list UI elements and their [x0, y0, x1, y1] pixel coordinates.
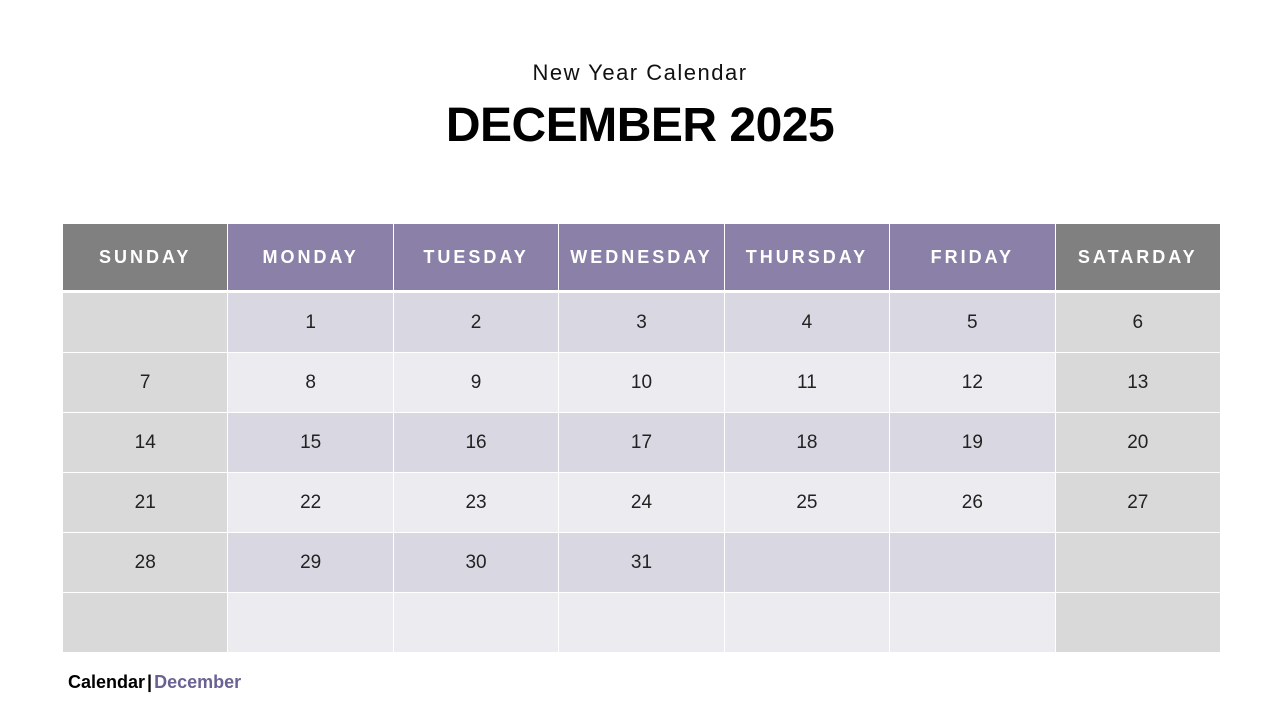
date-cell: 4 [724, 292, 889, 353]
day-header-friday: FRIDAY [890, 224, 1055, 292]
date-cell: 12 [890, 353, 1055, 413]
footer-month: December [154, 672, 242, 692]
date-cell [890, 593, 1055, 653]
date-cell: 3 [559, 292, 724, 353]
date-cell: 2 [393, 292, 558, 353]
date-cell: 24 [559, 473, 724, 533]
subtitle: New Year Calendar [532, 60, 748, 85]
date-cell: 14 [63, 413, 228, 473]
date-cell [63, 292, 228, 353]
week-row [63, 533, 1221, 593]
date-cell: 8 [228, 353, 393, 413]
date-cell: 17 [559, 413, 724, 473]
day-header-wednesday: WEDNESDAY [559, 224, 724, 292]
day-header-sunday: SUNDAY [63, 224, 228, 292]
week-row [63, 473, 1221, 533]
day-header-monday: MONDAY [228, 224, 393, 292]
day-header-thursday: THURSDAY [724, 224, 889, 292]
date-cell: 26 [890, 473, 1055, 533]
day-header-tuesday: TUESDAY [393, 224, 558, 292]
date-cell [890, 533, 1055, 593]
date-cell: 30 [393, 533, 558, 593]
date-cell [559, 593, 724, 653]
date-cell: 16 [393, 413, 558, 473]
week-row [63, 292, 1221, 353]
date-cell [228, 593, 393, 653]
date-cell: 21 [63, 473, 228, 533]
date-cell: 22 [228, 473, 393, 533]
date-cell [724, 593, 889, 653]
date-cell: 18 [724, 413, 889, 473]
date-cell: 1 [228, 292, 393, 353]
date-cell: 23 [393, 473, 558, 533]
date-cell: 13 [1055, 353, 1220, 413]
date-cell: 10 [559, 353, 724, 413]
date-cell [724, 533, 889, 593]
calendar-grid [62, 223, 1221, 653]
date-cell: 31 [559, 533, 724, 593]
weekday-header-row [63, 224, 1221, 292]
day-header-saturday: SATARDAY [1055, 224, 1220, 292]
date-cell: 28 [63, 533, 228, 593]
footer-caption [68, 672, 241, 693]
week-row [63, 593, 1221, 653]
date-cell [1055, 533, 1220, 593]
date-cell: 11 [724, 353, 889, 413]
date-cell: 9 [393, 353, 558, 413]
date-cell: 19 [890, 413, 1055, 473]
date-cell: 15 [228, 413, 393, 473]
week-row [63, 413, 1221, 473]
date-cell: 27 [1055, 473, 1220, 533]
date-cell: 25 [724, 473, 889, 533]
page-title: DECEMBER 2025 [445, 99, 835, 152]
date-cell [393, 593, 558, 653]
date-cell: 6 [1055, 292, 1220, 353]
date-cell: 5 [890, 292, 1055, 353]
footer-separator: | [147, 672, 153, 692]
week-row [63, 353, 1221, 413]
date-cell: 29 [228, 533, 393, 593]
date-cell [63, 593, 228, 653]
footer-label: Calendar [68, 672, 146, 692]
date-cell [1055, 593, 1220, 653]
date-cell: 20 [1055, 413, 1220, 473]
date-cell: 7 [63, 353, 228, 413]
